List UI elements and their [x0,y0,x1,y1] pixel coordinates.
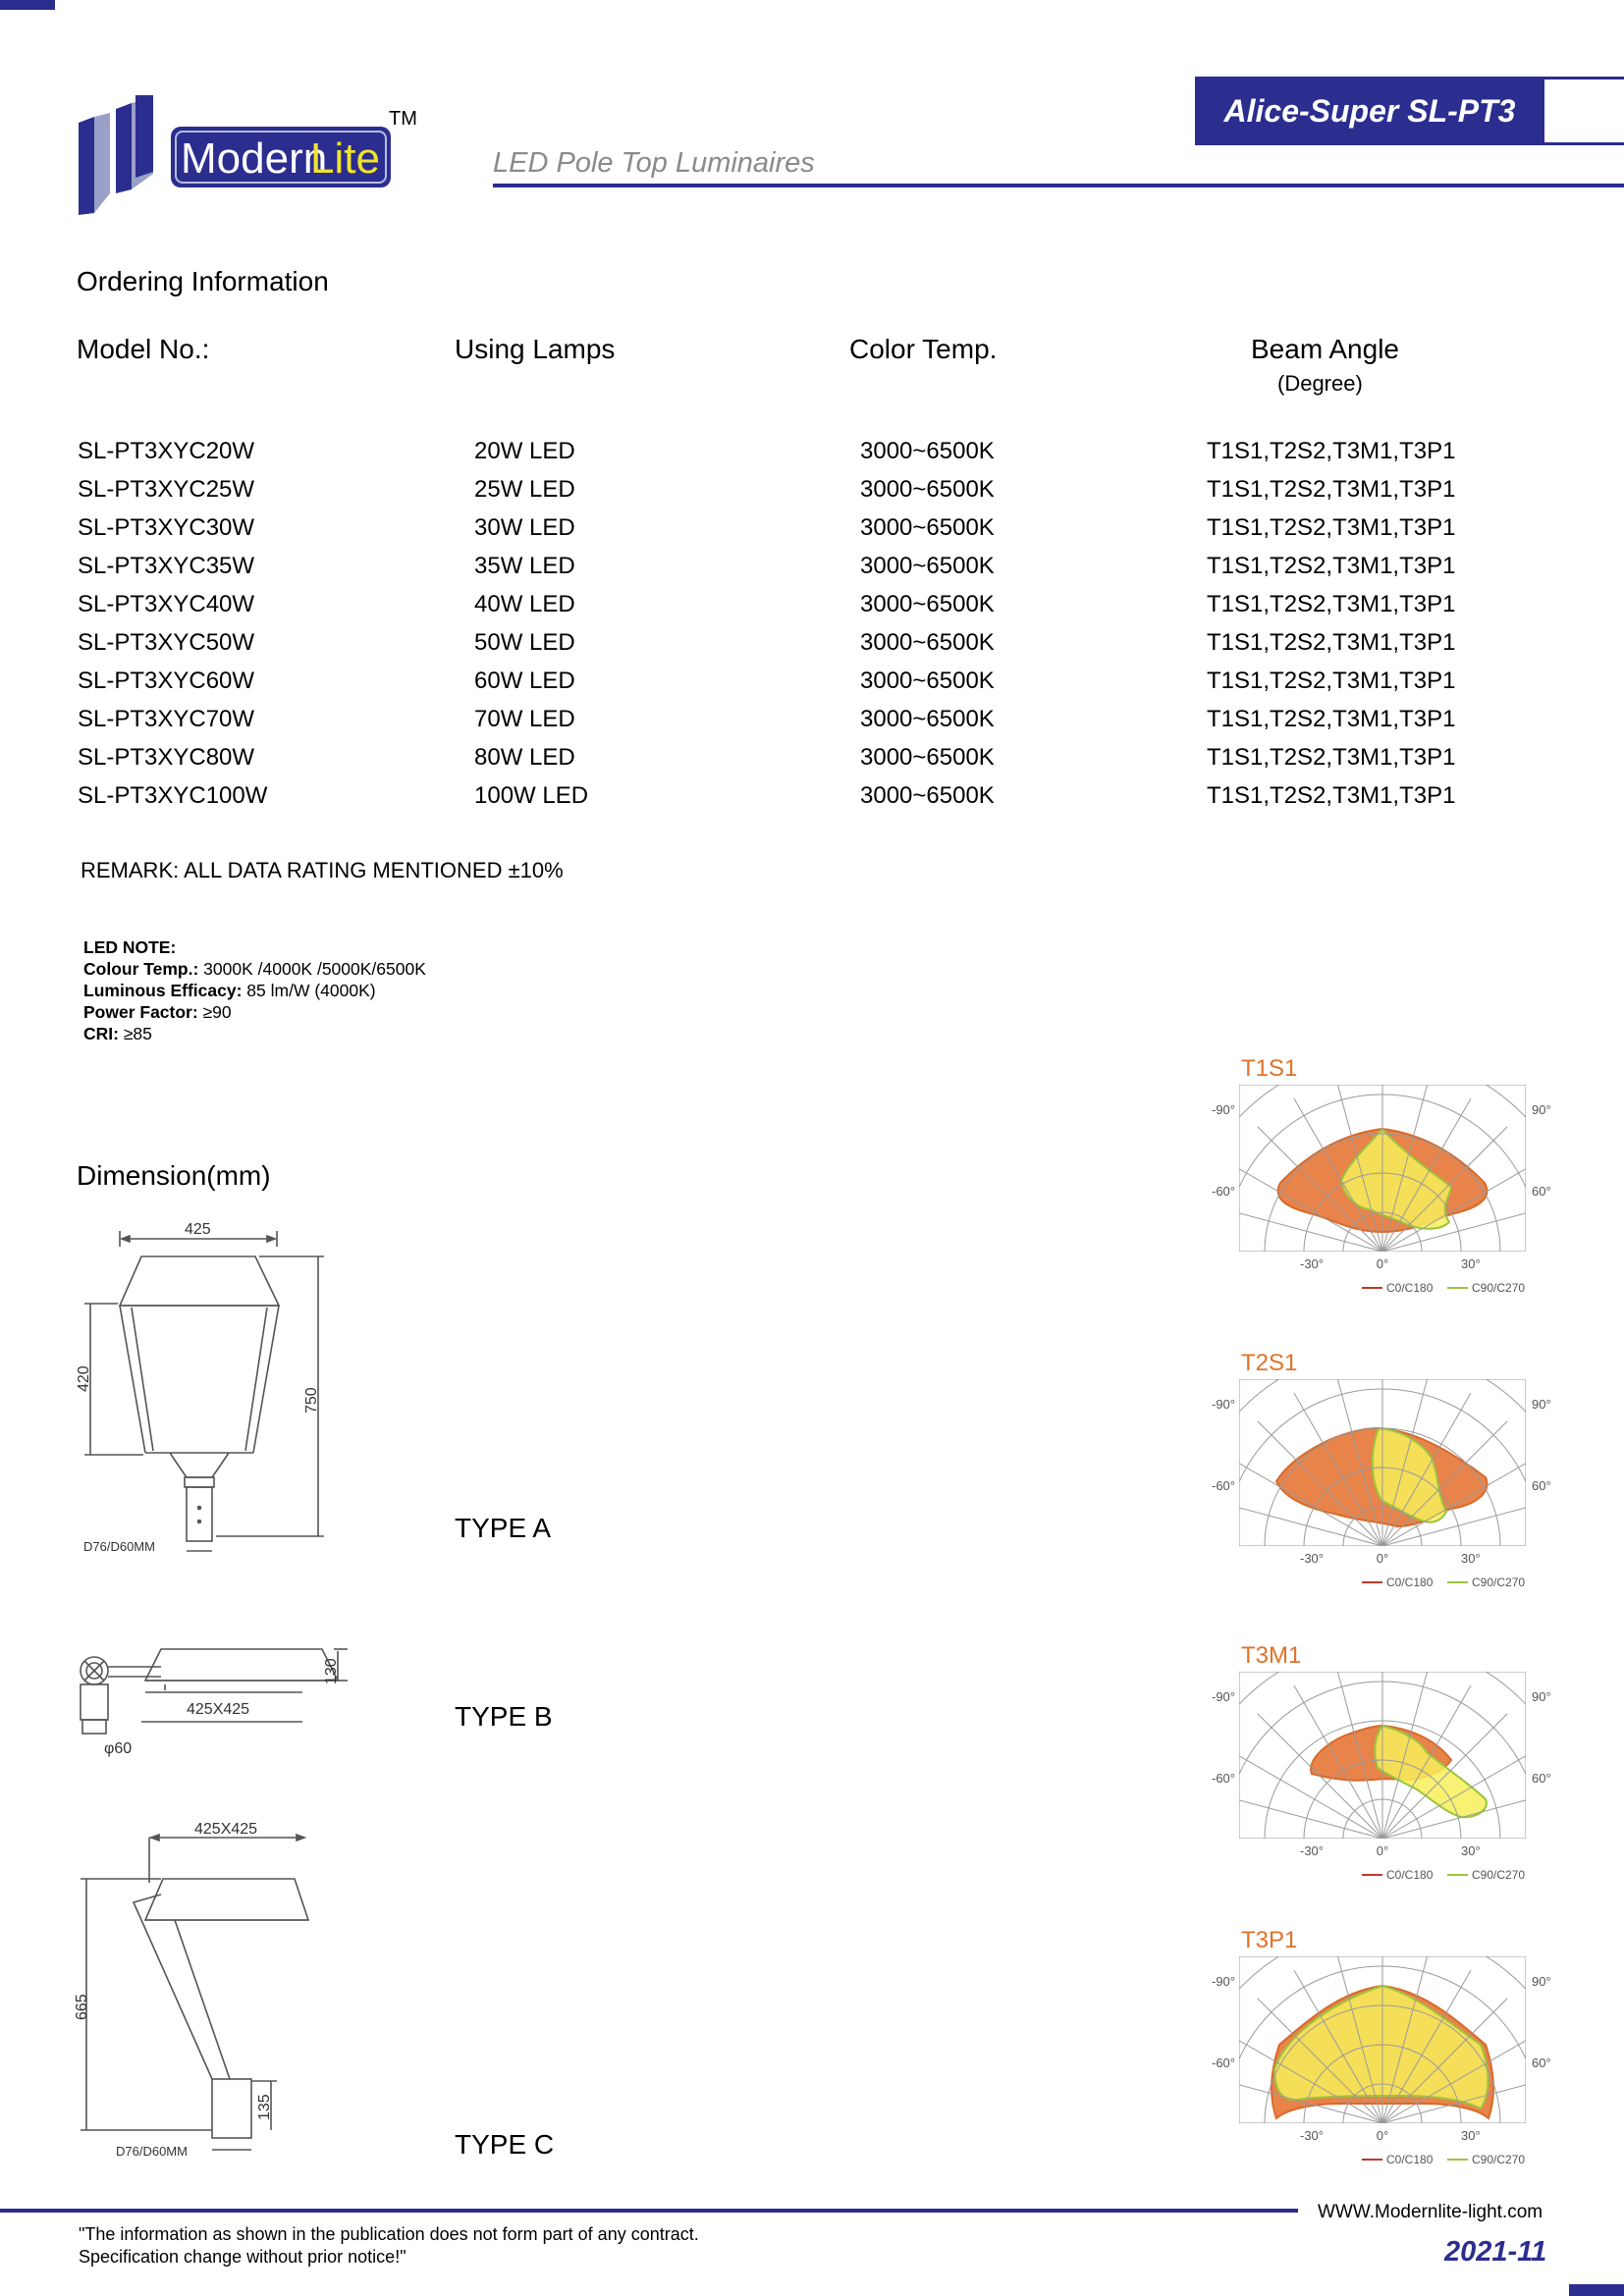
cell-model: SL-PT3XYC35W [78,553,255,579]
type-b-size: 425X425 [187,1701,250,1718]
type-c-pole: D76/D60MM [116,2144,188,2159]
legend-c0: C0/C180 [1386,1281,1434,1295]
table-row [0,706,1624,744]
cell-lamps: 35W LED [474,553,575,579]
corner-accent-bottom [1569,2284,1624,2296]
polar-angle-label: 90° [1532,1974,1551,1989]
cell-color: 3000~6500K [860,553,995,579]
col-header-lamps: Using Lamps [455,334,616,364]
polar-chart-t2s1 [1200,1345,1553,1590]
cell-color: 3000~6500K [860,514,995,541]
table-row [0,629,1624,667]
polar-angle-label: 60° [1532,1478,1551,1493]
cell-lamps: 60W LED [474,667,575,694]
legend-c0: C0/C180 [1386,1868,1434,1882]
type-a-width: 425 [185,1221,211,1238]
cell-lamps: 50W LED [474,629,575,656]
polar-angle-label: 0° [1376,1843,1389,1858]
cell-lamps: 80W LED [474,744,575,771]
led-note-pf-label: Power Factor: [83,1002,198,1022]
col-header-beam: Beam Angle [1251,334,1399,364]
cell-lamps: 25W LED [474,476,575,503]
polar-angle-label: 60° [1532,2056,1551,2070]
cell-beam: T1S1,T2S2,T3M1,T3P1 [1207,514,1456,541]
polar-chart-title: T3P1 [1241,1927,1298,1953]
header-subtitle: LED Pole Top Luminaires [493,147,815,179]
cell-model: SL-PT3XYC30W [78,514,255,541]
cell-beam: T1S1,T2S2,T3M1,T3P1 [1207,667,1456,694]
type-c-height-total: 665 [74,1994,90,2020]
type-c-drawing [74,1821,332,2167]
legend-c90: C90/C270 [1472,1281,1526,1295]
cell-model: SL-PT3XYC40W [78,591,255,617]
type-b-pole: φ60 [104,1740,133,1757]
cell-lamps: 40W LED [474,591,575,617]
cell-lamps: 100W LED [474,782,589,809]
cell-beam: T1S1,T2S2,T3M1,T3P1 [1207,438,1456,464]
polar-angle-label: 90° [1532,1397,1551,1412]
product-rule-top [1544,77,1624,80]
logo-text-modern: Modern [181,134,328,183]
type-a-label: TYPE A [455,1513,552,1543]
led-note-cri-label: CRI: [83,1024,119,1043]
brand-logo [77,95,420,218]
polar-angle-label: 90° [1532,1689,1551,1704]
polar-angle-label: 30° [1461,1843,1481,1858]
polar-angle-label: -90° [1212,1689,1235,1704]
cell-color: 3000~6500K [860,744,995,771]
type-b-label: TYPE B [455,1701,553,1732]
col-header-color: Color Temp. [849,334,998,364]
type-c-size: 425X425 [194,1821,258,1838]
legend-c90: C90/C270 [1472,1868,1526,1882]
cell-lamps: 70W LED [474,706,575,732]
footer-rule [0,2209,1298,2213]
cell-beam: T1S1,T2S2,T3M1,T3P1 [1207,476,1456,503]
cell-model: SL-PT3XYC80W [78,744,255,771]
led-note [83,936,426,1044]
ordering-title: Ordering Information [77,266,329,296]
polar-angle-label: -30° [1300,1551,1324,1566]
polar-angle-label: -60° [1212,2056,1235,2070]
cell-model: SL-PT3XYC60W [78,667,255,694]
led-note-colour-label: Colour Temp.: [83,959,199,979]
cell-lamps: 20W LED [474,438,575,464]
footer-disclaimer-line-2: Specification change without prior notice!" [79,2247,406,2267]
polar-chart-title: T3M1 [1241,1642,1302,1669]
polar-chart-t1s1 [1200,1050,1553,1296]
polar-grid [1186,1642,1579,1839]
polar-angle-label: 0° [1376,1256,1389,1271]
polar-angle-label: -60° [1212,1478,1235,1493]
cell-model: SL-PT3XYC100W [78,782,268,809]
cell-beam: T1S1,T2S2,T3M1,T3P1 [1207,706,1456,732]
led-note-pf-value: ≥90 [197,1002,232,1022]
col-header-model: Model No.: [77,334,210,364]
polar-angle-label: -30° [1300,1843,1324,1858]
table-row [0,476,1624,514]
polar-grid [1186,1927,1579,2123]
polar-angle-label: 60° [1532,1184,1551,1199]
cell-color: 3000~6500K [860,667,995,694]
polar-angle-label: -30° [1300,2128,1324,2143]
polar-angle-label: 0° [1376,2128,1389,2143]
table-row [0,744,1624,782]
polar-angle-label: -60° [1212,1184,1235,1199]
polar-angle-label: -90° [1212,1974,1235,1989]
polar-chart-title: T2S1 [1241,1350,1298,1376]
cell-beam: T1S1,T2S2,T3M1,T3P1 [1207,744,1456,771]
logo-text-lite: Lite [310,134,380,183]
polar-grid [1186,1055,1579,1252]
product-title: Alice-Super SL-PT3 [1195,77,1544,145]
led-note-cri-value: ≥85 [118,1024,152,1043]
type-a-height-total: 750 [303,1387,320,1414]
polar-chart-title: T1S1 [1241,1055,1298,1082]
led-note-efficacy-value: 85 lm/W (4000K) [242,981,376,1000]
polar-chart-t3p1 [1200,1922,1553,2167]
polar-angle-label: 0° [1376,1551,1389,1566]
polar-angle-label: 90° [1532,1102,1551,1117]
cell-color: 3000~6500K [860,706,995,732]
cell-beam: T1S1,T2S2,T3M1,T3P1 [1207,553,1456,579]
cell-model: SL-PT3XYC20W [78,438,255,464]
polar-angle-label: 30° [1461,1551,1481,1566]
footer-date: 2021-11 [1444,2236,1547,2268]
type-a-drawing [77,1217,342,1571]
type-a-pole: D76/D60MM [83,1539,155,1554]
type-c-height-base: 135 [256,2094,273,2120]
trademark: TM [389,108,417,130]
polar-angle-label: -30° [1300,1256,1324,1271]
cell-model: SL-PT3XYC50W [78,629,255,656]
type-a-height-body: 420 [76,1365,92,1392]
cell-model: SL-PT3XYC25W [78,476,255,503]
legend-c90: C90/C270 [1472,2153,1526,2166]
table-row [0,667,1624,706]
footer-disclaimer-line-1: "The information as shown in the publication does not form part of any contract. [79,2224,699,2244]
polar-chart-t3m1 [1200,1637,1553,1883]
polar-grid [1186,1350,1579,1546]
cell-color: 3000~6500K [860,629,995,656]
footer-url[interactable]: WWW.Modernlite-light.com [1318,2202,1543,2222]
cell-color: 3000~6500K [860,438,995,464]
table-row [0,438,1624,476]
footer-disclaimer [79,2223,699,2269]
led-note-title: LED NOTE: [83,937,177,957]
dimension-title: Dimension(mm) [77,1160,271,1191]
table-row [0,553,1624,591]
cell-color: 3000~6500K [860,591,995,617]
type-b-height: 130 [323,1658,340,1684]
legend-c90: C90/C270 [1472,1575,1526,1589]
product-rule-bottom [1544,142,1624,145]
cell-model: SL-PT3XYC70W [78,706,255,732]
corner-accent-top [0,0,55,10]
cell-beam: T1S1,T2S2,T3M1,T3P1 [1207,591,1456,617]
cell-color: 3000~6500K [860,476,995,503]
polar-angle-label: 30° [1461,1256,1481,1271]
header-rule [493,184,1624,187]
led-note-efficacy-label: Luminous Efficacy: [83,981,243,1000]
table-row [0,782,1624,821]
type-b-drawing [77,1637,352,1765]
cell-beam: T1S1,T2S2,T3M1,T3P1 [1207,629,1456,656]
polar-angle-label: 60° [1532,1771,1551,1786]
polar-angle-label: -90° [1212,1102,1235,1117]
table-row [0,591,1624,629]
legend-c0: C0/C180 [1386,1575,1434,1589]
polar-angle-label: -90° [1212,1397,1235,1412]
led-note-colour-value: 3000K /4000K /5000K/6500K [198,959,426,979]
polar-angle-label: 30° [1461,2128,1481,2143]
polar-angle-label: -60° [1212,1771,1235,1786]
col-header-beam-unit: (Degree) [1277,371,1363,396]
cell-color: 3000~6500K [860,782,995,809]
legend-c0: C0/C180 [1386,2153,1434,2166]
cell-beam: T1S1,T2S2,T3M1,T3P1 [1207,782,1456,809]
type-c-label: TYPE C [455,2129,555,2160]
table-row [0,514,1624,553]
remark: REMARK: ALL DATA RATING MENTIONED ±10% [81,858,564,882]
cell-lamps: 30W LED [474,514,575,541]
